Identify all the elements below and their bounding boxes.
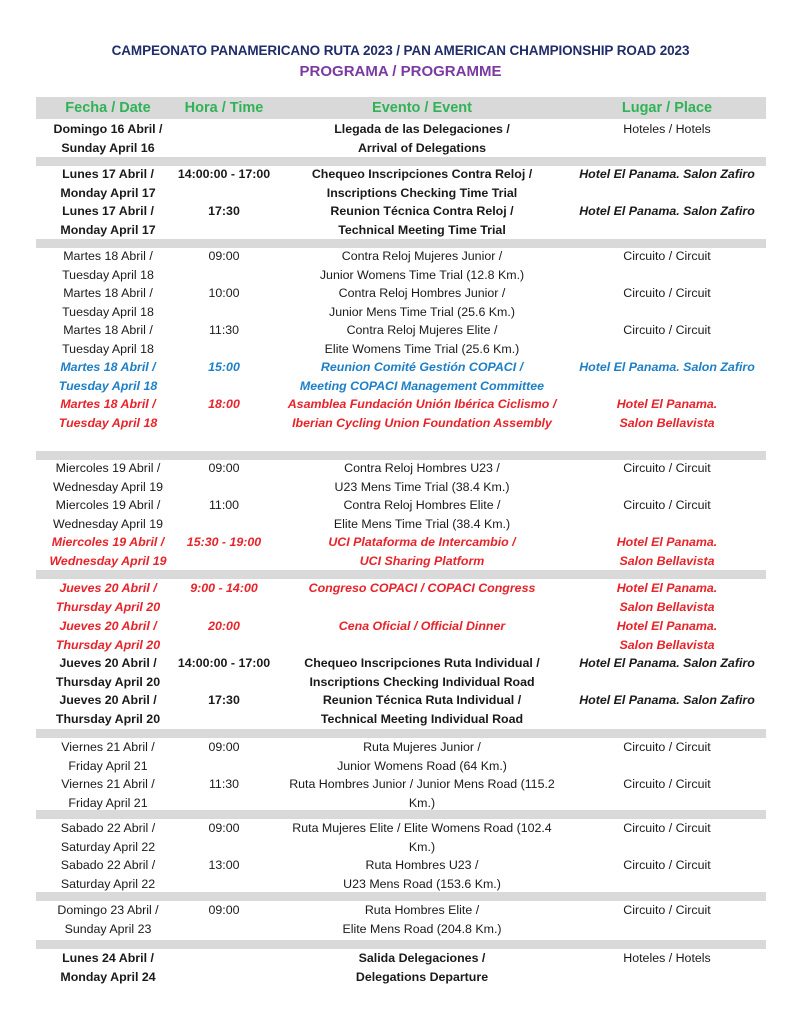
separator-band (36, 892, 766, 901)
row-event: Llegada de las Delegaciones / Arrival of Delegations (334, 122, 510, 155)
row-time: 15:30 - 19:00 (186, 535, 262, 549)
row-date: Martes 18 Abril / Tuesday April 18 (62, 323, 154, 356)
row-place: Circuito / Circuit (623, 821, 711, 835)
row-place: Circuito / Circuit (623, 498, 711, 512)
row-place: Circuito / Circuit (623, 858, 711, 872)
row-date: Lunes 17 Abril / Monday April 17 (60, 204, 156, 237)
row-place: Hotel El Panama. Salon Zafiro (579, 693, 755, 707)
row-event: Contra Reloj Hombres Elite / Elite Mens Time Trial (38.4 Km.) (333, 498, 511, 531)
header-time: Hora / Time (184, 100, 264, 116)
row-time: 14:00:00 - 17:00 (177, 167, 271, 181)
row-date: Jueves 20 Abril / Thursday April 20 (55, 656, 161, 689)
row-event: Asamblea Fundación Unión Ibérica Ciclismo / Iberian Cycling Union Foundation Assembly (287, 397, 557, 430)
row-date: Miercoles 19 Abril / Wednesday April 19 (49, 535, 167, 568)
header-date: Fecha / Date (65, 100, 151, 116)
row-event: Contra Reloj Mujeres Junior / Junior Womens Time Trial (12.8 Km.) (319, 249, 525, 282)
row-time: 09:00 (208, 249, 240, 263)
table-header (36, 97, 766, 119)
row-time: 09:00 (208, 740, 240, 754)
row-place: Hotel El Panama. Salon Zafiro (579, 167, 755, 181)
row-event: Cena Oficial / Official Dinner (338, 619, 506, 633)
row-date: Miercoles 19 Abril / Wednesday April 19 (53, 498, 163, 531)
row-event: Contra Reloj Hombres U23 / U23 Mens Time Trial (38.4 Km.) (334, 461, 510, 494)
row-event: Contra Reloj Mujeres Elite / Elite Womens Time Trial (25.6 Km.) (324, 323, 520, 356)
document-subtitle: PROGRAMA / PROGRAMME (299, 63, 502, 80)
row-date: Miercoles 19 Abril / Wednesday April 19 (53, 461, 163, 494)
row-place: Circuito / Circuit (623, 740, 711, 754)
row-date: Viernes 21 Abril / Friday April 21 (61, 740, 155, 773)
row-date: Jueves 20 Abril / Thursday April 20 (55, 581, 161, 614)
row-time: 11:30 (208, 323, 240, 337)
row-event: Ruta Mujeres Elite / Elite Womens Road (102.4 Km.) (292, 821, 552, 854)
row-place: Circuito / Circuit (623, 286, 711, 300)
row-place: Hotel El Panama. Salon Zafiro (579, 656, 755, 670)
row-date: Viernes 21 Abril / Friday April 21 (61, 777, 155, 810)
separator-band (36, 940, 766, 949)
row-place: Circuito / Circuit (623, 777, 711, 791)
row-place: Hotel El Panama. Salon Bellavista (616, 619, 718, 652)
row-event: UCI Plataforma de Intercambio / UCI Sharing Platform (328, 535, 516, 568)
row-date: Sabado 22 Abril / Saturday April 22 (60, 821, 156, 854)
row-event: Chequeo Inscripciones Ruta Individual / Inscriptions Checking Individual Road (304, 656, 540, 689)
row-place: Hotel El Panama. Salon Zafiro (579, 360, 755, 374)
row-event: Chequeo Inscripciones Contra Reloj / Inscriptions Checking Time Trial (311, 167, 533, 200)
row-time: 17:30 (208, 204, 240, 218)
row-date: Martes 18 Abril / Tuesday April 18 (58, 360, 158, 393)
row-date: Domingo 23 Abril / Sunday April 23 (57, 903, 159, 936)
row-time: 11:30 (208, 777, 240, 791)
row-time: 9:00 - 14:00 (190, 581, 258, 595)
row-place: Hotel El Panama. Salon Zafiro (579, 204, 755, 218)
row-event: Reunion Técnica Ruta Individual / Technical Meeting Individual Road (320, 693, 524, 726)
row-event: Ruta Hombres Junior / Junior Mens Road (115.2 Km.) (289, 777, 555, 810)
row-date: Jueves 20 Abril / Thursday April 20 (55, 619, 161, 652)
row-time: 13:00 (208, 858, 240, 872)
row-event: Salida Delegaciones / Delegations Departure (355, 951, 489, 984)
row-event: Ruta Hombres U23 / U23 Mens Road (153.6 Km.) (343, 858, 501, 891)
row-place: Circuito / Circuit (623, 323, 711, 337)
row-date: Jueves 20 Abril / Thursday April 20 (55, 693, 161, 726)
row-place: Hotel El Panama. Salon Bellavista (616, 581, 718, 614)
row-place: Circuito / Circuit (623, 249, 711, 263)
row-date: Sabado 22 Abril / Saturday April 22 (60, 858, 156, 891)
row-date: Martes 18 Abril / Tuesday April 18 (62, 286, 154, 319)
row-time: 11:00 (208, 498, 240, 512)
row-time: 09:00 (208, 461, 240, 475)
row-time: 14:00:00 - 17:00 (177, 656, 271, 670)
document-title: CAMPEONATO PANAMERICANO RUTA 2023 / PAN AMERICAN CHAMPIONSHIP ROAD 2023 (111, 43, 690, 58)
row-event: Contra Reloj Hombres Junior / Junior Mens Time Trial (25.6 Km.) (329, 286, 515, 319)
row-time: 10:00 (208, 286, 240, 300)
row-date: Lunes 24 Abril / Monday April 24 (60, 951, 156, 984)
row-date: Martes 18 Abril / Tuesday April 18 (62, 249, 154, 282)
row-date: Martes 18 Abril / Tuesday April 18 (58, 397, 158, 430)
row-time: 09:00 (208, 821, 240, 835)
row-event: Ruta Mujeres Junior / Junior Womens Road (64 Km.) (337, 740, 507, 773)
row-time: 18:00 (208, 397, 240, 411)
row-date: Lunes 17 Abril / Monday April 17 (60, 167, 156, 200)
row-event: Reunion Comité Gestión COPACI / Meeting COPACI Management Committee (299, 360, 545, 393)
separator-band (36, 570, 766, 579)
row-event: Ruta Hombres Elite / Elite Mens Road (204.8 Km.) (342, 903, 502, 936)
header-place: Lugar / Place (621, 100, 713, 116)
row-event: Congreso COPACI / COPACI Congress (308, 581, 536, 595)
separator-band (36, 729, 766, 738)
row-date: Domingo 16 Abril / Sunday April 16 (53, 122, 163, 155)
row-place: Circuito / Circuit (623, 903, 711, 917)
row-place: Hoteles / Hotels (623, 122, 711, 136)
row-place: Hotel El Panama. Salon Bellavista (616, 397, 718, 430)
header-event: Evento / Event (372, 100, 472, 116)
row-place: Hoteles / Hotels (623, 951, 711, 965)
row-place: Circuito / Circuit (623, 461, 711, 475)
row-time: 17:30 (208, 693, 240, 707)
row-time: 15:00 (208, 360, 240, 374)
row-time: 20:00 (208, 619, 240, 633)
row-time: 09:00 (208, 903, 240, 917)
row-place: Hotel El Panama. Salon Bellavista (616, 535, 718, 568)
row-event: Reunion Técnica Contra Reloj / Technical Meeting Time Trial (330, 204, 514, 237)
